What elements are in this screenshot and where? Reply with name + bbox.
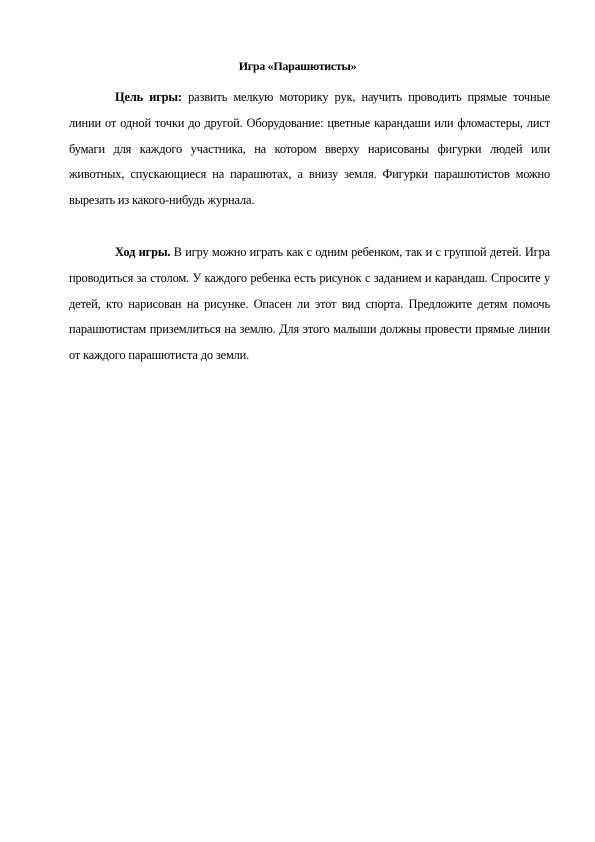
paragraph-goal-text: развить мелкую моторику рук, научить проводить прямые точные линии от одной точки до другой. Оборудование: цветные карандаши или фломастеры, лист бумаги для каждого участника, на котором вверху нарисованы фигурки людей или животных, спускающиеся на парашютах, а внизу земля. Фигурки парашютистов можно вырезать из какого-нибудь журнала. (69, 90, 551, 208)
paragraph-goal (69, 85, 550, 214)
paragraph-procedure (69, 240, 550, 369)
paragraph-procedure-text: В игру можно играть как с одним ребенком, так и с группой детей. Игра проводиться за столом. У каждого ребенка есть рисунок с заданием и карандаш. Спросите у детей, кто нарисован на рисунке. Опасен ли этот вид спорта. Предложите детям помочь парашютистам приземлиться на землю. Для этого малыши должны провести прямые линии от каждого парашютиста до земли. (69, 245, 550, 363)
paragraph-procedure-lead: Ход игры. (115, 245, 171, 259)
paragraph-goal-lead: Цель игры: (115, 90, 182, 104)
document-title: Игра «Парашютисты» (238, 59, 357, 73)
